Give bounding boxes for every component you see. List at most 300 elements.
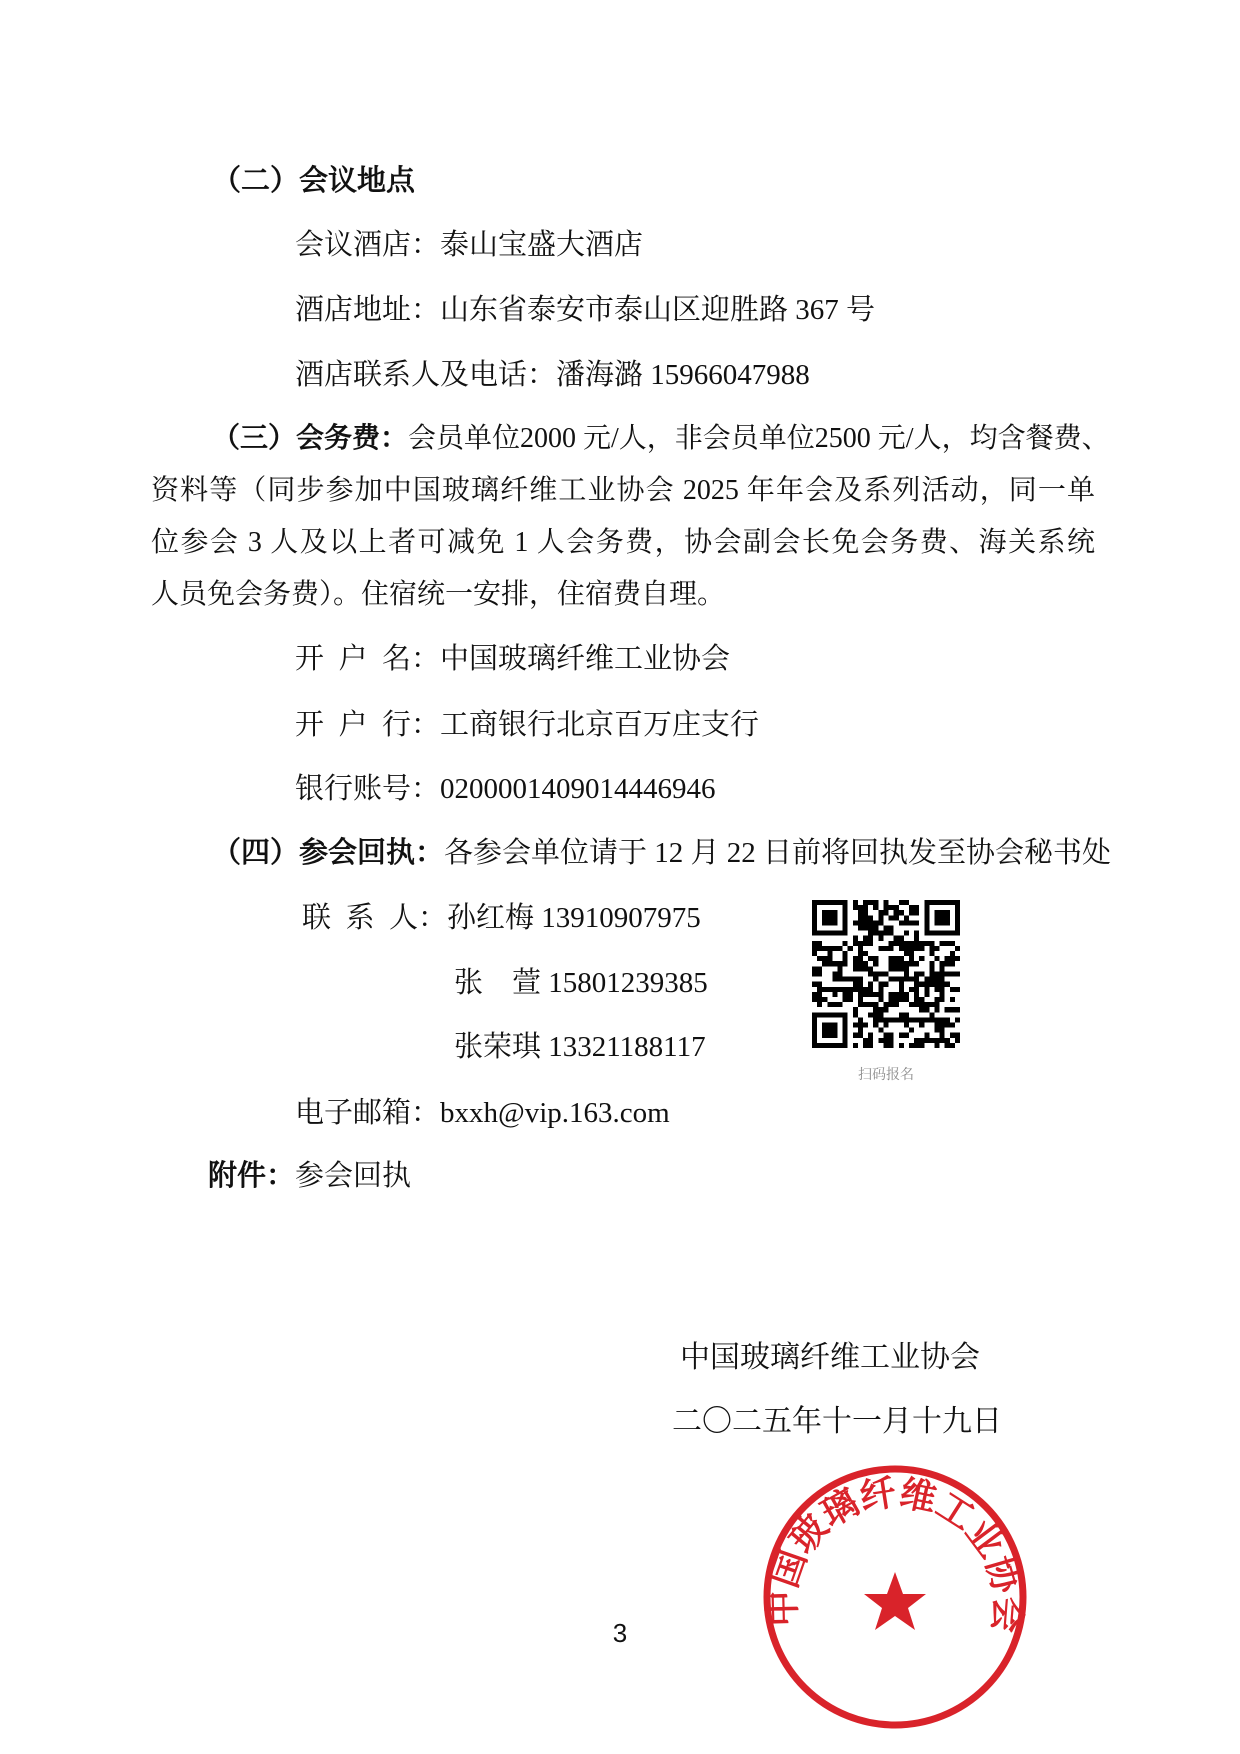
- qr-module: [940, 1038, 945, 1043]
- attachment-label: 附件：: [208, 1160, 296, 1192]
- hotel-line: [295, 225, 643, 265]
- qr-module: [848, 992, 853, 997]
- qr-module: [868, 987, 873, 992]
- bank-line: [295, 705, 759, 745]
- qr-finder: [924, 900, 960, 905]
- qr-module: [909, 961, 914, 966]
- qr-module: [950, 1022, 955, 1027]
- qr-module: [838, 971, 843, 976]
- qr-module: [878, 915, 883, 920]
- qr-module: [868, 920, 873, 925]
- qr-module: [899, 910, 904, 915]
- qr-module: [868, 992, 873, 997]
- qr-module: [812, 992, 817, 997]
- qr-module: [899, 1033, 904, 1038]
- registration-qr-code[interactable]: [812, 900, 960, 1048]
- qr-module: [827, 956, 832, 961]
- qr-module: [934, 1007, 939, 1012]
- qr-module: [838, 1002, 843, 1007]
- qr-module: [904, 961, 909, 966]
- qr-module: [883, 1002, 888, 1007]
- qr-module: [878, 997, 883, 1002]
- qr-module: [940, 1017, 945, 1022]
- qr-module: [934, 1038, 939, 1043]
- qr-module: [858, 1022, 863, 1027]
- qr-module: [873, 1022, 878, 1027]
- qr-module: [929, 971, 934, 976]
- qr-module: [878, 910, 883, 915]
- qr-module: [899, 941, 904, 946]
- qr-module: [858, 905, 863, 910]
- section3-heading: （三）会务费：: [212, 423, 409, 454]
- qr-module: [899, 982, 904, 987]
- qr-module: [863, 941, 868, 946]
- qr-module: [945, 1038, 950, 1043]
- qr-module: [848, 987, 853, 992]
- qr-module: [863, 1022, 868, 1027]
- qr-module: [934, 1002, 939, 1007]
- qr-module: [889, 992, 894, 997]
- qr-module: [899, 956, 904, 961]
- qr-module: [863, 926, 868, 931]
- qr-module: [868, 1033, 873, 1038]
- qr-module: [873, 920, 878, 925]
- qr-module: [822, 956, 827, 961]
- contact-person: 孙红梅 13910907975: [447, 902, 701, 934]
- qr-module: [929, 977, 934, 982]
- qr-module: [899, 1012, 904, 1017]
- qr-module: [848, 946, 853, 951]
- qr-module: [858, 982, 863, 987]
- qr-module: [853, 920, 858, 925]
- qr-module: [955, 987, 960, 992]
- qr-module: [873, 905, 878, 910]
- qr-module: [873, 961, 878, 966]
- qr-module: [868, 1038, 873, 1043]
- qr-module: [940, 1028, 945, 1033]
- qr-module: [878, 1012, 883, 1017]
- qr-module: [863, 951, 868, 956]
- qr-module: [838, 987, 843, 992]
- official-seal-stamp: [760, 1462, 1030, 1732]
- qr-module: [919, 1022, 924, 1027]
- qr-module: [894, 910, 899, 915]
- qr-module: [889, 931, 894, 936]
- qr-module: [822, 997, 827, 1002]
- email-line: [295, 1093, 670, 1133]
- qr-module: [883, 1038, 888, 1043]
- qr-module: [945, 961, 950, 966]
- qr-module: [899, 1017, 904, 1022]
- account-name-line: [295, 639, 730, 679]
- page-number: 3: [612, 1618, 628, 1648]
- qr-module: [853, 1022, 858, 1027]
- qr-module: [838, 961, 843, 966]
- qr-module: [894, 936, 899, 941]
- qr-module: [914, 961, 919, 966]
- qr-finder: [812, 1012, 848, 1017]
- qr-module: [858, 992, 863, 997]
- qr-module: [858, 956, 863, 961]
- qr-module: [899, 997, 904, 1002]
- qr-module: [894, 905, 899, 910]
- qr-module: [858, 977, 863, 982]
- qr-module: [883, 1033, 888, 1038]
- qr-module: [929, 946, 934, 951]
- qr-module: [904, 977, 909, 982]
- qr-module: [858, 941, 863, 946]
- bank-name: 工商银行北京百万庄支行: [440, 709, 760, 741]
- receipt-line: [212, 833, 1111, 873]
- qr-module: [919, 1043, 924, 1048]
- qr-module: [863, 992, 868, 997]
- qr-module: [945, 982, 950, 987]
- qr-module: [955, 971, 960, 976]
- qr-module: [817, 956, 822, 961]
- qr-module: [863, 987, 868, 992]
- qr-module: [858, 1017, 863, 1022]
- qr-module: [904, 1017, 909, 1022]
- qr-module: [868, 1002, 873, 1007]
- signature-date: 二〇二五年十一月十九日: [672, 1404, 1002, 1439]
- contact-person: 张荣琪 13321188117: [454, 1031, 706, 1063]
- qr-module: [909, 956, 914, 961]
- contacts-label: 联 系 人：: [302, 902, 448, 934]
- qr-module: [883, 931, 888, 936]
- qr-module: [817, 982, 822, 987]
- qr-module: [914, 997, 919, 1002]
- qr-module: [919, 1002, 924, 1007]
- address: 山东省泰安市泰山区迎胜路 367 号: [440, 294, 876, 326]
- qr-module: [894, 956, 899, 961]
- qr-module: [873, 956, 878, 961]
- qr-module: [843, 997, 848, 1002]
- qr-module: [919, 1017, 924, 1022]
- qr-module: [934, 1022, 939, 1027]
- qr-module: [853, 987, 858, 992]
- qr-module: [853, 1043, 858, 1048]
- qr-module: [955, 956, 960, 961]
- qr-module: [904, 951, 909, 956]
- qr-module: [955, 946, 960, 951]
- qr-module: [894, 1017, 899, 1022]
- qr-module: [950, 951, 955, 956]
- qr-module: [889, 961, 894, 966]
- qr-module: [873, 971, 878, 976]
- qr-module: [929, 1017, 934, 1022]
- qr-module: [853, 1012, 858, 1017]
- qr-module: [909, 977, 914, 982]
- qr-module: [899, 900, 904, 905]
- qr-module: [827, 961, 832, 966]
- qr-module: [940, 966, 945, 971]
- qr-module: [904, 992, 909, 997]
- qr-module: [909, 920, 914, 925]
- qr-module: [899, 961, 904, 966]
- qr-module: [924, 941, 929, 946]
- qr-module: [955, 1033, 960, 1038]
- qr-module: [817, 987, 822, 992]
- qr-module: [873, 1002, 878, 1007]
- qr-module: [914, 1017, 919, 1022]
- attachment-name[interactable]: 参会回执: [295, 1160, 412, 1192]
- qr-module: [827, 946, 832, 951]
- qr-module: [889, 926, 894, 931]
- qr-module: [858, 997, 863, 1002]
- qr-module: [909, 941, 914, 946]
- hotel-contact: 潘海潞 15966047988: [556, 359, 810, 391]
- qr-module: [894, 997, 899, 1002]
- email-label: 电子邮箱：: [295, 1097, 441, 1129]
- qr-module: [858, 1002, 863, 1007]
- qr-module: [817, 1002, 822, 1007]
- qr-module: [817, 971, 822, 976]
- qr-module: [832, 992, 837, 997]
- qr-module: [914, 987, 919, 992]
- qr-module: [853, 956, 858, 961]
- qr-module: [929, 961, 934, 966]
- qr-module: [822, 961, 827, 966]
- qr-module: [914, 941, 919, 946]
- qr-module: [878, 1017, 883, 1022]
- qr-module: [853, 905, 858, 910]
- qr-module: [904, 920, 909, 925]
- attachment-line: [208, 1156, 411, 1196]
- qr-module: [940, 987, 945, 992]
- qr-module: [894, 941, 899, 946]
- qr-module: [904, 997, 909, 1002]
- qr-module: [894, 966, 899, 971]
- qr-module: [894, 915, 899, 920]
- qr-module: [878, 936, 883, 941]
- qr-module: [929, 982, 934, 987]
- qr-module: [812, 966, 817, 971]
- qr-module: [945, 1022, 950, 1027]
- qr-module: [853, 961, 858, 966]
- qr-module: [929, 1002, 934, 1007]
- qr-module: [863, 1043, 868, 1048]
- qr-module: [919, 997, 924, 1002]
- qr-module: [940, 961, 945, 966]
- qr-module: [868, 926, 873, 931]
- qr-module: [945, 971, 950, 976]
- qr-module: [929, 941, 934, 946]
- qr-module: [940, 997, 945, 1002]
- contact-person: 张 萱 15801239385: [454, 967, 708, 999]
- qr-finder: [812, 1043, 848, 1048]
- section2-heading: （二）会议地点: [212, 165, 416, 197]
- qr-module: [873, 1012, 878, 1017]
- qr-module: [878, 931, 883, 936]
- qr-module: [919, 982, 924, 987]
- qr-module: [950, 987, 955, 992]
- qr-module: [878, 1028, 883, 1033]
- qr-module: [883, 946, 888, 951]
- qr-module: [853, 982, 858, 987]
- qr-module: [894, 961, 899, 966]
- qr-module: [817, 946, 822, 951]
- qr-module: [889, 946, 894, 951]
- qr-module: [950, 956, 955, 961]
- qr-module: [950, 941, 955, 946]
- qr-module: [817, 997, 822, 1002]
- qr-module: [843, 992, 848, 997]
- qr-module: [812, 997, 817, 1002]
- qr-module: [863, 936, 868, 941]
- qr-module: [919, 941, 924, 946]
- qr-module: [924, 1033, 929, 1038]
- qr-module: [940, 1033, 945, 1038]
- qr-module: [863, 910, 868, 915]
- qr-module: [904, 1022, 909, 1027]
- qr-module: [940, 1022, 945, 1027]
- qr-module: [955, 1007, 960, 1012]
- qr-module: [812, 951, 817, 956]
- qr-module: [873, 1017, 878, 1022]
- qr-module: [889, 941, 894, 946]
- qr-module: [832, 1002, 837, 1007]
- qr-module: [838, 946, 843, 951]
- qr-module: [883, 982, 888, 987]
- qr-module: [873, 931, 878, 936]
- address-label: 酒店地址：: [295, 294, 441, 326]
- qr-module: [924, 982, 929, 987]
- qr-module: [934, 997, 939, 1002]
- qr-module: [812, 982, 817, 987]
- qr-module: [883, 926, 888, 931]
- hotel-contact-label: 酒店联系人及电话：: [295, 359, 557, 391]
- qr-finder: [934, 910, 949, 925]
- qr-module: [904, 941, 909, 946]
- qr-module: [878, 946, 883, 951]
- qr-module: [894, 1002, 899, 1007]
- qr-module: [863, 900, 868, 905]
- qr-module: [889, 1038, 894, 1043]
- account-number: 0200001409014446946: [440, 773, 716, 805]
- qr-module: [873, 992, 878, 997]
- qr-module: [929, 1012, 934, 1017]
- qr-module: [883, 900, 888, 905]
- qr-module: [909, 1043, 914, 1048]
- qr-module: [919, 1038, 924, 1043]
- qr-module: [899, 977, 904, 982]
- qr-module: [940, 982, 945, 987]
- qr-module: [868, 900, 873, 905]
- qr-module: [940, 992, 945, 997]
- qr-module: [878, 920, 883, 925]
- qr-module: [843, 951, 848, 956]
- qr-module: [883, 971, 888, 976]
- address-line: [295, 290, 875, 330]
- qr-finder: [822, 910, 837, 925]
- seal-text: 中国玻璃纤维工业协会: [762, 1472, 1029, 1635]
- qr-module: [863, 961, 868, 966]
- qr-module: [858, 910, 863, 915]
- qr-module: [883, 905, 888, 910]
- qr-module: [899, 966, 904, 971]
- qr-module: [924, 977, 929, 982]
- qr-module: [868, 956, 873, 961]
- qr-module: [904, 915, 909, 920]
- qr-module: [848, 977, 853, 982]
- qr-module: [934, 982, 939, 987]
- qr-module: [914, 920, 919, 925]
- qr-module: [934, 987, 939, 992]
- qr-module: [812, 971, 817, 976]
- qr-module: [945, 1007, 950, 1012]
- qr-module: [863, 915, 868, 920]
- qr-module: [899, 1043, 904, 1048]
- qr-module: [899, 946, 904, 951]
- qr-module: [914, 992, 919, 997]
- qr-module: [924, 1002, 929, 1007]
- qr-module: [858, 926, 863, 931]
- qr-module: [899, 936, 904, 941]
- qr-module: [934, 1017, 939, 1022]
- qr-module: [878, 982, 883, 987]
- qr-module: [878, 987, 883, 992]
- qr-module: [945, 956, 950, 961]
- qr-module: [914, 905, 919, 910]
- qr-module: [878, 1038, 883, 1043]
- qr-module: [955, 1017, 960, 1022]
- qr-module: [950, 971, 955, 976]
- qr-module: [950, 961, 955, 966]
- qr-module: [945, 941, 950, 946]
- qr-module: [899, 992, 904, 997]
- qr-module: [858, 987, 863, 992]
- qr-module: [889, 966, 894, 971]
- qr-module: [934, 946, 939, 951]
- qr-finder: [812, 900, 848, 905]
- qr-module: [863, 966, 868, 971]
- qr-module: [883, 1017, 888, 1022]
- qr-module: [909, 910, 914, 915]
- email[interactable]: bxxh@vip.163.com: [440, 1097, 670, 1129]
- qr-module: [853, 1007, 858, 1012]
- qr-module: [853, 941, 858, 946]
- qr-module: [914, 1043, 919, 1048]
- qr-module: [929, 951, 934, 956]
- fee-text: 会员单位2000 元/人，非会员单位2500 元/人，均含餐费、: [408, 423, 1110, 454]
- qr-module: [838, 966, 843, 971]
- qr-module: [934, 971, 939, 976]
- qr-module: [832, 971, 837, 976]
- qr-module: [853, 966, 858, 971]
- qr-module: [868, 971, 873, 976]
- qr-module: [832, 987, 837, 992]
- qr-module: [863, 1038, 868, 1043]
- qr-module: [832, 946, 837, 951]
- qr-module: [843, 941, 848, 946]
- qr-module: [934, 977, 939, 982]
- qr-finder: [843, 1012, 848, 1048]
- qr-module: [868, 941, 873, 946]
- qr-module: [868, 931, 873, 936]
- qr-module: [868, 966, 873, 971]
- qr-module: [950, 997, 955, 1002]
- qr-module: [924, 992, 929, 997]
- qr-module: [827, 951, 832, 956]
- section4-heading: （四）参会回执：: [212, 837, 445, 869]
- qr-module: [873, 1007, 878, 1012]
- qr-module: [812, 941, 817, 946]
- qr-module: [858, 951, 863, 956]
- fee-line: 资料等（同步参加中国玻璃纤维工业协会 2025 年年会及系列活动，同一单: [151, 475, 1095, 506]
- qr-module: [909, 1028, 914, 1033]
- account-name-label: 开 户 名：: [295, 643, 441, 675]
- qr-module: [822, 987, 827, 992]
